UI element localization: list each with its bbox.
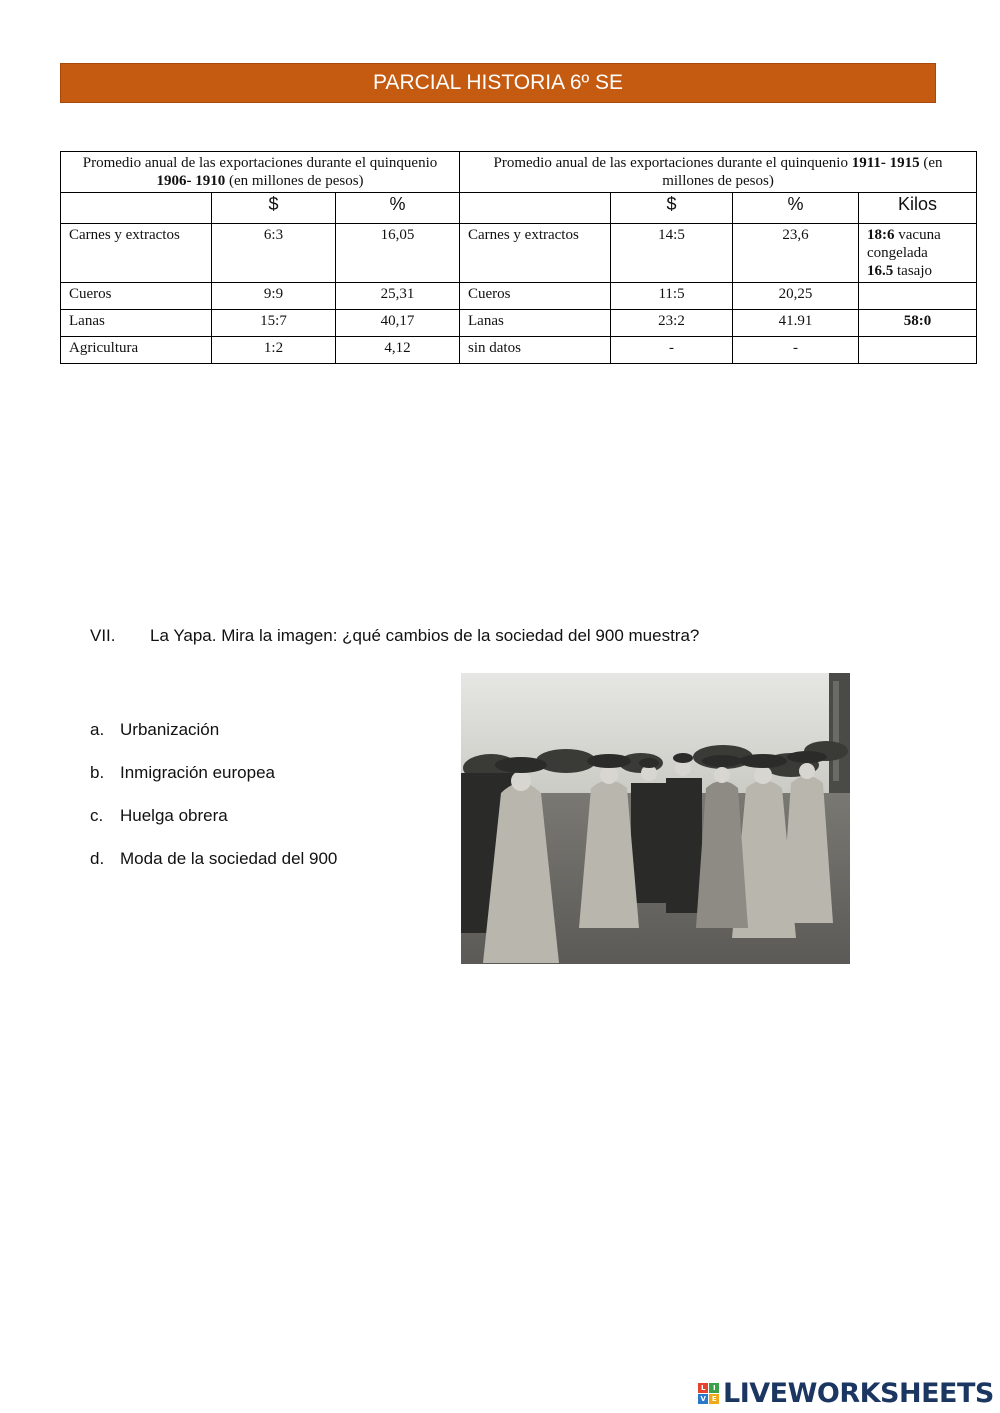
question-text: La Yapa. Mira la imagen: ¿qué cambios de la sociedad del 900 muestra? — [150, 626, 700, 645]
option-item[interactable] — [90, 763, 337, 806]
percent-cell: - — [733, 337, 859, 364]
table-header-row — [61, 152, 977, 193]
kilos-cell: 58:0 — [859, 310, 977, 337]
row-label: Lanas — [61, 310, 212, 337]
row-label: Carnes y extractos — [460, 224, 611, 283]
dollar-cell: 23:2 — [611, 310, 733, 337]
percent-cell: 4,12 — [336, 337, 460, 364]
dollar-cell: 1:2 — [212, 337, 336, 364]
dollar-cell: - — [611, 337, 733, 364]
kilos-cell: 18:6 vacuna congelada 16.5 tasajo — [859, 224, 977, 283]
percent-cell: 16,05 — [336, 224, 460, 283]
dollar-cell: 14:5 — [611, 224, 733, 283]
option-text: Huelga obrera — [120, 806, 228, 825]
row-label: Cueros — [460, 283, 611, 310]
percent-cell: 20,25 — [733, 283, 859, 310]
kilos-col-header: Kilos — [859, 193, 977, 224]
table-row — [61, 283, 977, 310]
option-text: Urbanización — [120, 720, 220, 739]
answer-options — [90, 720, 337, 892]
right-table-header: Promedio anual de las exportaciones durante el quinquenio 1911- 1915 (en millones de pesos) — [460, 152, 977, 193]
dollar-cell: 15:7 — [212, 310, 336, 337]
historical-photo — [461, 673, 850, 964]
empty-cell — [61, 193, 212, 224]
row-label: sin datos — [460, 337, 611, 364]
table-row — [61, 224, 977, 283]
left-table-header: Promedio anual de las exportaciones durante el quinquenio 1906- 1910 (en millones de pesos) — [61, 152, 460, 193]
question-number: VII. — [90, 626, 116, 645]
option-letter: a. — [90, 720, 105, 739]
option-item[interactable] — [90, 849, 337, 892]
option-letter: b. — [90, 763, 105, 782]
kilos-cell — [859, 283, 977, 310]
empty-cell — [460, 193, 611, 224]
table-row — [61, 337, 977, 364]
logo-mark-icon: L I V E — [698, 1383, 719, 1404]
row-label: Cueros — [61, 283, 212, 310]
row-label: Carnes y extractos — [61, 224, 212, 283]
dollar-col-header: $ — [611, 193, 733, 224]
table-row — [61, 310, 977, 337]
percent-cell: 40,17 — [336, 310, 460, 337]
column-header-row — [61, 193, 977, 224]
dollar-cell: 9:9 — [212, 283, 336, 310]
row-label: Lanas — [460, 310, 611, 337]
percent-cell: 41.91 — [733, 310, 859, 337]
dollar-cell: 11:5 — [611, 283, 733, 310]
page-title: PARCIAL HISTORIA 6º SE — [372, 71, 624, 94]
option-letter: d. — [90, 849, 105, 868]
option-item[interactable] — [90, 720, 337, 763]
option-letter: c. — [90, 806, 104, 825]
option-text: Inmigración europea — [120, 763, 275, 782]
option-item[interactable] — [90, 806, 337, 849]
dollar-cell: 6:3 — [212, 224, 336, 283]
option-text: Moda de la sociedad del 900 — [120, 849, 338, 868]
row-label: Agricultura — [61, 337, 212, 364]
percent-cell: 25,31 — [336, 283, 460, 310]
page-title-banner — [60, 63, 936, 103]
percent-cell: 23,6 — [733, 224, 859, 283]
kilos-cell — [859, 337, 977, 364]
liveworksheets-logo — [698, 1378, 994, 1409]
historical-photo-art — [461, 673, 850, 964]
dollar-col-header: $ — [212, 193, 336, 224]
percent-col-header: % — [733, 193, 859, 224]
question-heading — [90, 626, 699, 646]
logo-text: LIVEWORKSHEETS — [723, 1378, 994, 1409]
exports-table — [60, 151, 977, 364]
percent-col-header: % — [336, 193, 460, 224]
